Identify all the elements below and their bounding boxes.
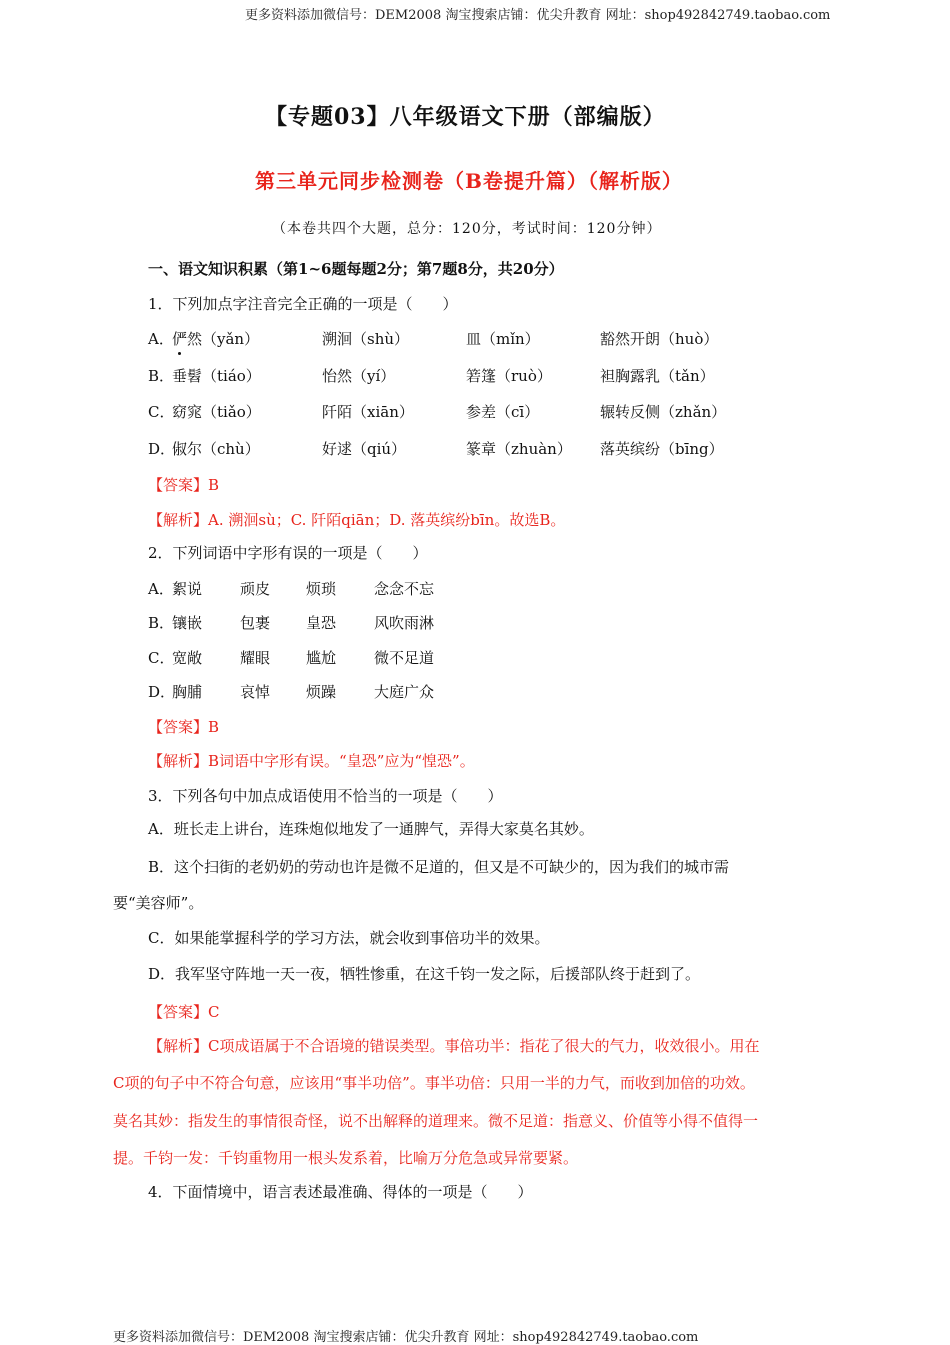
option-item: 包裹	[240, 614, 271, 632]
option-item: 顽皮	[240, 580, 271, 598]
question-3-stem: 3．下列各句中加点成语使用不恰当的一项是（ ）	[148, 787, 503, 805]
question-2-stem: 2．下列词语中字形有误的一项是（ ）	[148, 544, 428, 562]
question-1-analysis: 【解析】A. 溯洄sù；C. 阡陌qiān；D. 落英缤纷bīn。故选B。	[148, 511, 566, 529]
option-item: 风吹雨淋	[374, 614, 435, 632]
question-3-analysis-line2: C项的句子中不符合句意，应该用“事半功倍”。事半功倍：只用一半的力气，而收到加倍的功效。	[113, 1074, 755, 1092]
option-item: 念念不忘	[374, 580, 435, 598]
option-item: 参差（cī）	[466, 403, 540, 421]
question-3-analysis: 【解析】C项成语属于不合语境的错误类型。事倍功半：指花了很大的气力，收效很小。用在	[148, 1037, 760, 1055]
option-item: 镶嵌	[172, 614, 203, 632]
question-1-answer: 【答案】B	[148, 476, 220, 494]
option-item: 皿（mǐn）	[466, 330, 540, 348]
option-item: 俨然（yǎn）	[172, 330, 260, 348]
option-item: 皇恐	[306, 614, 337, 632]
question-2-answer: 【答案】B	[148, 718, 220, 736]
section-heading: 一、语文知识积累（第1~6题每题2分；第7题8分，共20分）	[148, 260, 564, 278]
question-3-option-c: C．如果能掌握科学的学习方法，就会收到事倍功半的效果。	[148, 929, 550, 947]
question-3-analysis-line3: 莫名其妙：指发生的事情很奇怪，说不出解释的道理来。微不足道：指意义、价值等小得不值得一	[113, 1112, 759, 1130]
option-label: B．	[148, 367, 175, 385]
question-1-stem: 1．下列加点字注音完全正确的一项是（ ）	[148, 295, 458, 313]
question-2-analysis: 【解析】B词语中字形有误。“皇恐”应为“惶恐”。	[148, 752, 475, 770]
option-item: 辗转反侧（zhǎn）	[600, 403, 727, 421]
option-item: 好逑（qiú）	[322, 440, 407, 458]
option-label: C．	[148, 649, 175, 667]
option-item: 箬篷（ruò）	[466, 367, 552, 385]
exam-note: （本卷共四个大题，总分：120分，考试时间：120分钟）	[272, 221, 662, 237]
option-item: 胸脯	[172, 683, 203, 701]
option-label: A．	[148, 330, 174, 348]
option-item: 哀悼	[240, 683, 271, 701]
question-3-option-a: A．班长走上讲台，连珠炮似地发了一通脾气，弄得大家莫名其妙。	[148, 820, 594, 838]
option-item: 微不足道	[374, 649, 435, 667]
page-footer: 更多资料添加微信号：DEM2008 淘宝搜索店铺：优尖升教育 网址：shop492842749.taobao.com	[113, 1330, 699, 1345]
page-header: 更多资料添加微信号：DEM2008 淘宝搜索店铺：优尖升教育 网址：shop492842749.taobao.com	[245, 8, 831, 23]
option-label: C．	[148, 403, 175, 421]
option-item: 窈窕（tiǎo）	[172, 403, 261, 421]
option-label: D．	[148, 683, 176, 701]
question-4-stem: 4．下面情境中，语言表述最准确、得体的一项是（ ）	[148, 1183, 533, 1201]
question-3-option-b: B．这个扫街的老奶奶的劳动也许是微不足道的，但又是不可缺少的，因为我们的城市需	[148, 858, 730, 876]
option-item: 宽敞	[172, 649, 203, 667]
option-item: 尴尬	[306, 649, 337, 667]
question-3-answer: 【答案】C	[148, 1003, 220, 1021]
question-3-analysis-line4: 提。千钧一发：千钧重物用一根头发系着，比喻万分危急或异常要紧。	[113, 1149, 579, 1167]
option-label: D．	[148, 440, 176, 458]
option-item: 耀眼	[240, 649, 271, 667]
page-subtitle: 第三单元同步检测卷（B卷提升篇）（解析版）	[255, 169, 683, 193]
option-item: 大庭广众	[374, 683, 435, 701]
option-item: 烦躁	[306, 683, 337, 701]
option-item: 烦琐	[306, 580, 337, 598]
option-label: A．	[148, 580, 174, 598]
option-item: 怡然（yí）	[322, 367, 396, 385]
option-item: 垂髫（tiáo）	[172, 367, 261, 385]
option-item: 落英缤纷（bīng）	[600, 440, 724, 458]
option-label: B．	[148, 614, 175, 632]
dotted-char: 俨	[172, 330, 188, 348]
question-3-option-d: D．我军坚守阵地一天一夜，牺牲惨重，在这千钧一发之际，后援部队终于赶到了。	[148, 965, 701, 983]
option-item: 篆章（zhuàn）	[466, 440, 572, 458]
option-item: 袒胸露乳（tǎn）	[600, 367, 715, 385]
option-item: 俶尔（chù）	[172, 440, 260, 458]
question-3-option-b-cont: 要“美容师”。	[113, 894, 204, 912]
option-item: 阡陌（xiān）	[322, 403, 414, 421]
page-title: 【专题03】八年级语文下册（部编版）	[265, 104, 666, 130]
option-item: 溯洄（shù）	[322, 330, 410, 348]
option-item: 絮说	[172, 580, 203, 598]
option-item: 豁然开朗（huò）	[600, 330, 719, 348]
